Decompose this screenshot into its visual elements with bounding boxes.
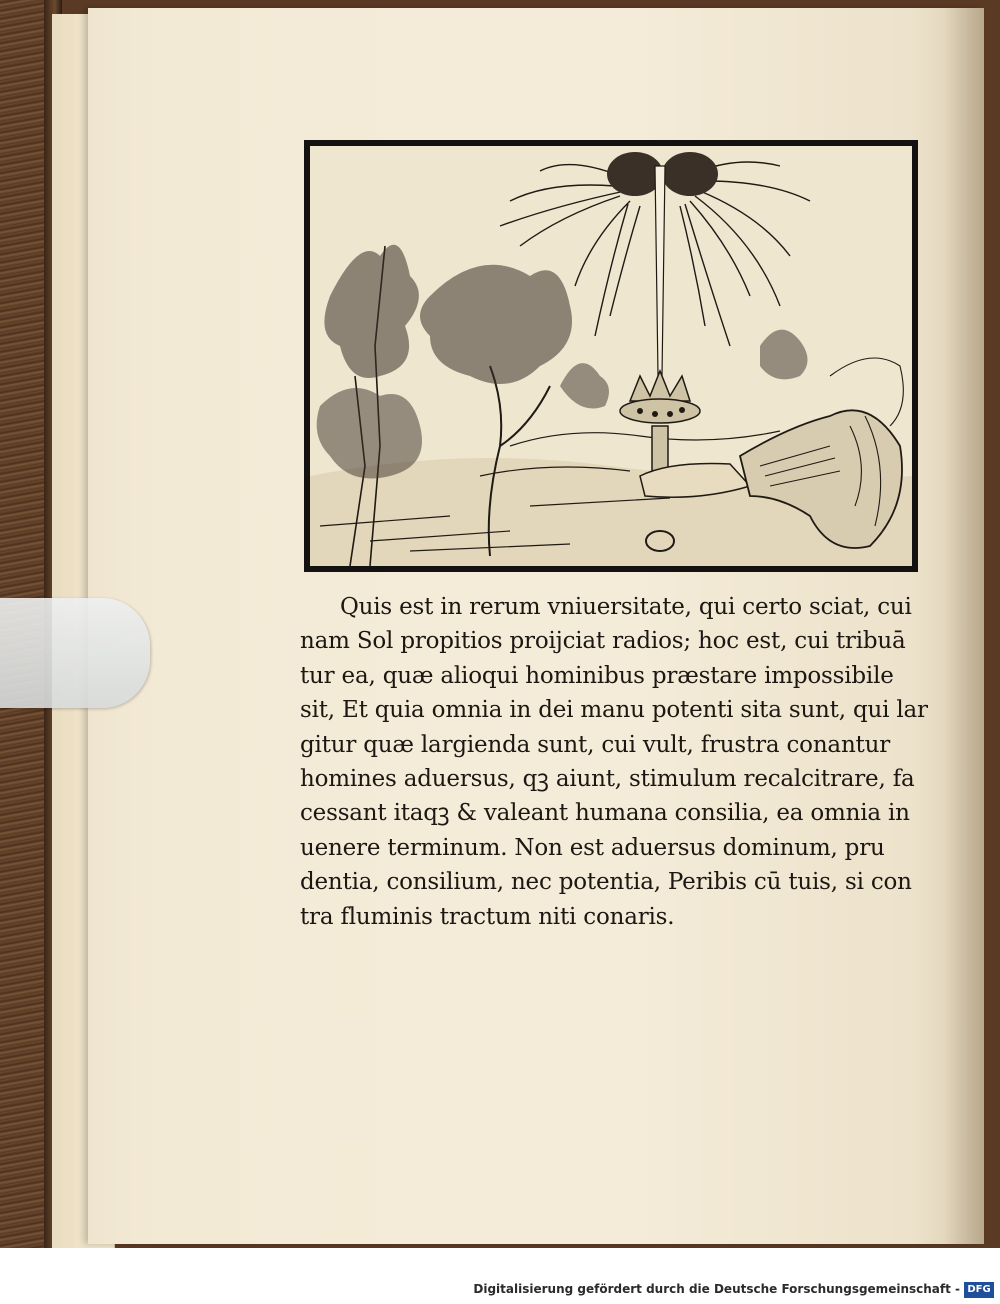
text-line: uenere terminum. Non est aduersus dominum, pru [300, 834, 885, 861]
text-line: tra fluminis tractum niti conaris. [300, 903, 675, 930]
dfg-logo: DFG [964, 1282, 994, 1298]
text-line: nam Sol propitios proijciat radios; hoc est, cui tribuā [300, 628, 906, 655]
page-gutter-shadow [944, 8, 984, 1244]
text-line: homines aduersus, qꝫ aiunt, stimulum recalcitrare, fa [300, 766, 915, 793]
text-line: cessant itaqꝫ & valeant humana consilia, ea omnia in [300, 800, 910, 827]
woodcut-illustration [304, 140, 918, 572]
text-line: tur ea, quæ alioqui hominibus præstare impossibile [300, 662, 894, 689]
footer-bar [0, 1248, 1000, 1304]
text-line: sit, Et quia omnia in dei manu potenti sita sunt, qui lar [300, 697, 928, 724]
bookmark-tab [0, 598, 150, 708]
text-line: dentia, consilium, nec potentia, Peribis cū tuis, si con [300, 869, 912, 896]
body-paragraph [300, 590, 940, 934]
woodcut-svg [310, 146, 912, 566]
text-line: gitur quæ largienda sunt, cui vult, frustra conantur [300, 731, 891, 758]
funding-credit: Digitalisierung gefördert durch die Deutsche Forschungsgemeinschaft - [473, 1282, 960, 1296]
text-line: Quis est in rerum vniuersitate, qui certo sciat, cui [340, 594, 912, 620]
